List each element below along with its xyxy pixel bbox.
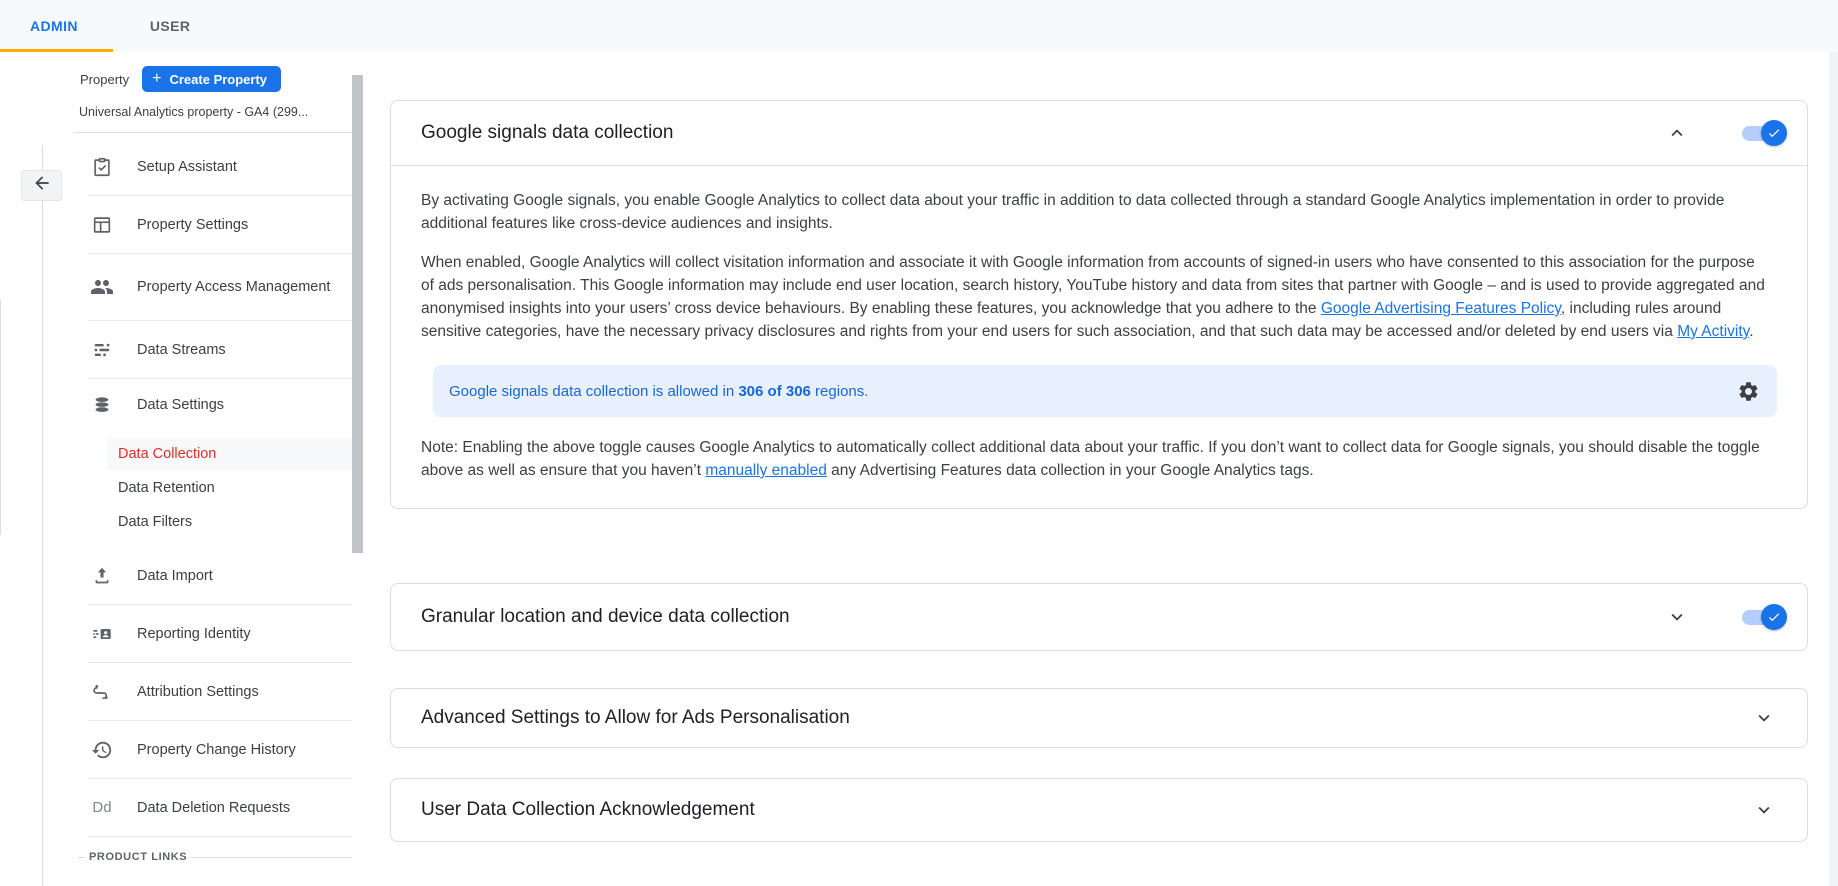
arrow-left-icon [32,173,52,198]
property-section-label: Property [80,71,130,87]
google-signals-toggle[interactable] [1740,120,1787,146]
advanced-settings-panel[interactable] [390,688,1808,748]
attribution-path-icon [90,680,114,704]
toggle-check-icon [1761,604,1787,630]
signals-note-paragraph: Note: Enabling the above toggle causes Google Analytics to automatically collect additional data about your traffic. If you don’t want to collect data for Google signals, you should disable the toggle above as well as ensure that you haven’t manually enabled any Advertising Features data collection in your Google Analytics tags. [421,439,1760,479]
google-signals-panel [390,100,1808,509]
sidebar-scrollbar[interactable] [352,75,363,553]
sidebar-item-data-import[interactable]: Data Import [75,547,352,604]
chevron-up-icon[interactable] [1664,120,1690,146]
advertising-features-policy-link[interactable]: Google Advertising Features Policy [1320,300,1561,317]
chevron-down-icon[interactable] [1664,604,1690,630]
clipboard-check-icon [90,155,114,179]
property-nav [75,138,352,863]
database-icon [90,393,114,417]
create-property-button[interactable]: + Create Property [142,66,281,92]
divider [88,836,352,837]
page-scrollbar[interactable] [1829,52,1838,886]
divider [75,132,352,133]
sidebar-subitem-data-collection[interactable]: Data Collection [107,437,352,471]
chevron-down-icon[interactable] [1751,705,1777,731]
sidebar-item-data-streams[interactable]: Data Streams [75,321,352,378]
top-tab-bar [0,0,1838,52]
chevron-down-icon[interactable] [1751,797,1777,823]
streams-icon [90,338,114,362]
panel-title: Advanced Settings to Allow for Ads Personalisation [421,707,850,728]
product-links-section-header: PRODUCT LINKS [78,851,352,863]
sidebar-subitem-data-filters[interactable]: Data Filters [118,514,193,530]
sidebar-item-setup-assistant[interactable]: Setup Assistant [75,138,352,195]
manually-enabled-link[interactable]: manually enabled [705,462,827,479]
regions-info-bar [433,365,1777,417]
plus-icon: + [152,70,162,87]
people-icon [90,275,114,299]
sidebar-item-attribution-settings[interactable]: Attribution Settings [75,663,352,720]
regions-text: Google signals data collection is allowed in 306 of 306 regions. [449,382,869,400]
drawer-divider [42,145,43,886]
left-edge-divider [0,300,1,535]
Dd-icon: Dd [92,799,112,816]
gear-icon[interactable] [1735,378,1761,404]
sidebar-item-property-change-history[interactable]: Property Change History [75,721,352,778]
sidebar-item-property-settings[interactable]: Property Settings [75,196,352,253]
sidebar-item-property-access-management[interactable]: Property Access Management [75,254,352,320]
property-selector[interactable]: Universal Analytics property - GA4 (299... [79,105,309,119]
collapse-back-button[interactable] [21,170,62,201]
sidebar-item-data-settings[interactable]: Data Settings [75,379,352,431]
panel-title: User Data Collection Acknowledgement [421,799,755,820]
granular-location-panel[interactable] [390,583,1808,651]
tab-admin[interactable]: ADMIN [30,18,78,34]
user-data-acknowledgement-panel[interactable] [390,778,1808,842]
layout-icon [90,213,114,237]
sidebar-subitem-data-retention[interactable]: Data Retention [118,480,215,496]
granular-location-toggle[interactable] [1740,604,1787,630]
identity-card-icon [90,622,114,646]
sidebar-item-data-deletion-requests[interactable]: Dd Data Deletion Requests [75,779,352,836]
data-settings-sublist [75,437,352,539]
sidebar-item-reporting-identity[interactable]: Reporting Identity [75,605,352,662]
panel-title: Granular location and device data collection [421,606,790,627]
panel-title: Google signals data collection [421,122,674,143]
my-activity-link[interactable]: My Activity [1677,323,1750,340]
admin-sidebar [0,52,366,886]
tab-user[interactable]: USER [149,18,191,34]
toggle-check-icon [1761,120,1787,146]
upload-icon [90,564,114,588]
history-clock-icon [90,738,114,762]
signals-details-paragraph: When enabled, Google Analytics will collect visitation information and associate it with Google information from accounts of signed-in users who have consented to this association for the purpose of ads personalisation. This Google information may include end user location, search history, YouTube history and data from sites that partner with Google – and is used to provide aggregated and anonymised insights into your users’ cross device behaviours. By enabling these features, you acknowledge that you adhere to the Google Advertising Features Policy, including rules around sensitive categories, have the necessary privacy disclosures and rights from your end users for such association, and that such data may be accessed and/or deleted by end users via My Activity. [421,254,1765,340]
signals-description-paragraph: By activating Google signals, you enable Google Analytics to collect data about your traffic in addition to data collected through a standard Google Analytics implementation in order to provide additional features like cross-device audiences and insights. [421,192,1725,232]
